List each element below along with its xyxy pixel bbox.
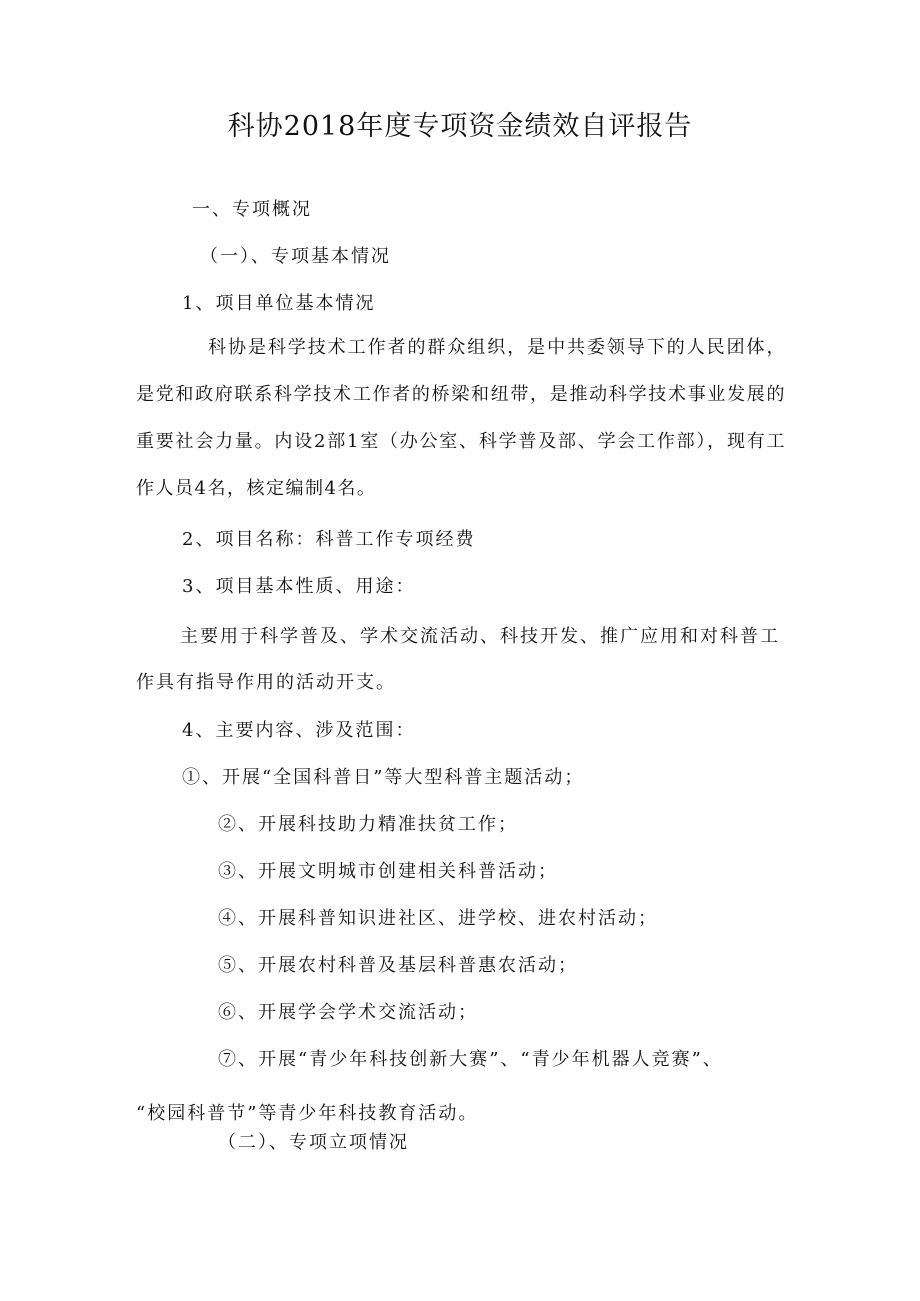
item-project-name: 2、项目名称：科普工作专项经费 [182, 529, 476, 550]
list-item-continuation: “校园科普节”等青少年科技教育活动。 [136, 1103, 479, 1124]
nature-paragraph-line-2: 作具有指导作用的活动开支。 [136, 672, 396, 693]
list-item: ②、开展科技助力精准扶贫工作； [218, 814, 518, 835]
list-item: ⑥、开展学会学术交流活动； [218, 1002, 478, 1023]
unit-description-paragraph: 科协是科学技术工作者的群众组织，是中共委领导下的人民团体，是党和政府联系科学技术工作者的桥梁和纽带，是推动科学技术事业发展的重要社会力量。内设2部1室（办公室、科学普及部、学会工作部），现有工作人员4名，核定编制4名。 [136, 337, 786, 499]
list-item: ⑤、开展农村科普及基层科普惠农活动； [218, 955, 578, 976]
nature-paragraph-line-1: 主要用于科学普及、学术交流活动、科技开发、推广应用和对科普工 [180, 626, 780, 647]
item-heading-unit: 1、项目单位基本情况 [182, 293, 376, 314]
subsection-heading-approval: （二）、专项立项情况 [218, 1132, 409, 1153]
list-item: ③、开展文明城市创建相关科普活动； [218, 861, 558, 882]
list-item: ⑦、开展“青少年科技创新大赛”、“青少年机器人竞赛”、 [218, 1049, 723, 1070]
list-item: ④、开展科普知识进社区、进学校、进农村活动； [218, 908, 658, 929]
item-heading-nature: 3、项目基本性质、用途： [182, 576, 416, 597]
item-heading-scope: 4、主要内容、涉及范围： [182, 720, 416, 741]
section-heading-overview: 一、专项概况 [192, 199, 312, 220]
page-title: 科协2018年度专项资金绩效自评报告 [227, 111, 693, 142]
list-item: ①、开展“全国科普日”等大型科普主题活动； [182, 767, 585, 788]
subsection-heading-basic: （一）、专项基本情况 [200, 246, 391, 267]
